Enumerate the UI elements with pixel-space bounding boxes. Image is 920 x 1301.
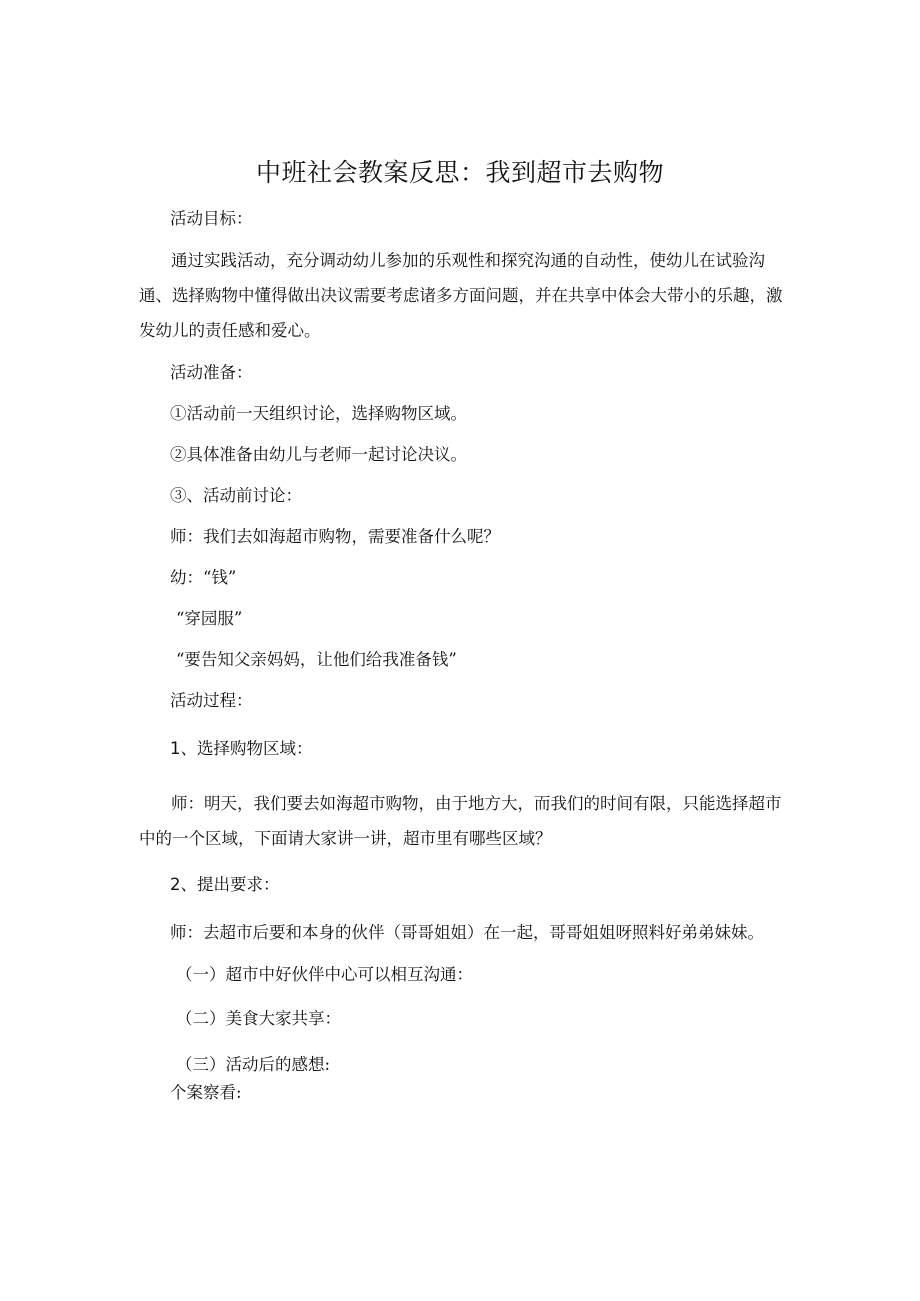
requirement-item: （三）活动后的感想: — [176, 1055, 331, 1074]
prep-item: ①活动前一天组织讨论，选择购物区域。 — [170, 404, 467, 423]
dialogue-line: 幼：“钱” — [170, 568, 237, 587]
requirement-item: （二）美食大家共享： — [176, 1009, 341, 1028]
process-heading: 活动过程： — [170, 691, 253, 710]
case-heading: 个案察看: — [170, 1083, 242, 1102]
step-2-paragraph: 师：去超市后要和本身的伙伴（哥哥姐姐）在一起，哥哥姐姐呀照料好弟弟妹妹。 — [170, 923, 764, 942]
prep-heading: 活动准备： — [170, 363, 253, 382]
dialogue-line: “要告知父亲妈妈，让他们给我准备钱” — [176, 650, 457, 669]
goal-paragraph: 通过实践活动，充分调动幼儿参加的乐观性和探究沟通的自动性，使幼儿在试验沟通、选择购物中懂得做出决议需要考虑诸多方面问题，并在共享中体会大带小的乐趣，激发幼儿的责任感和爱心。 — [139, 251, 783, 340]
prep-item: ②具体准备由幼儿与老师一起讨论决议。 — [170, 445, 467, 464]
requirement-item: （一）超市中好伙伴中心可以相互沟通： — [176, 965, 473, 984]
prep-item: ③、活动前讨论： — [170, 486, 302, 505]
dialogue-line: 师：我们去如海超市购物，需要准备什么呢？ — [170, 527, 500, 546]
dialogue-line: “穿园服” — [176, 609, 243, 628]
goal-heading: 活动目标： — [170, 209, 253, 228]
document-title: 中班社会教案反思：我到超市去购物 — [255, 158, 664, 187]
step-2-heading: 2、提出要求： — [170, 875, 280, 894]
step-1-paragraph: 师：明天，我们要去如海超市购物，由于地方大，而我们的时间有限，只能选择超市中的一个区域，下面请大家讲一讲，超市里有哪些区域？ — [139, 794, 782, 848]
step-1-heading: 1、选择购物区域： — [170, 739, 313, 758]
